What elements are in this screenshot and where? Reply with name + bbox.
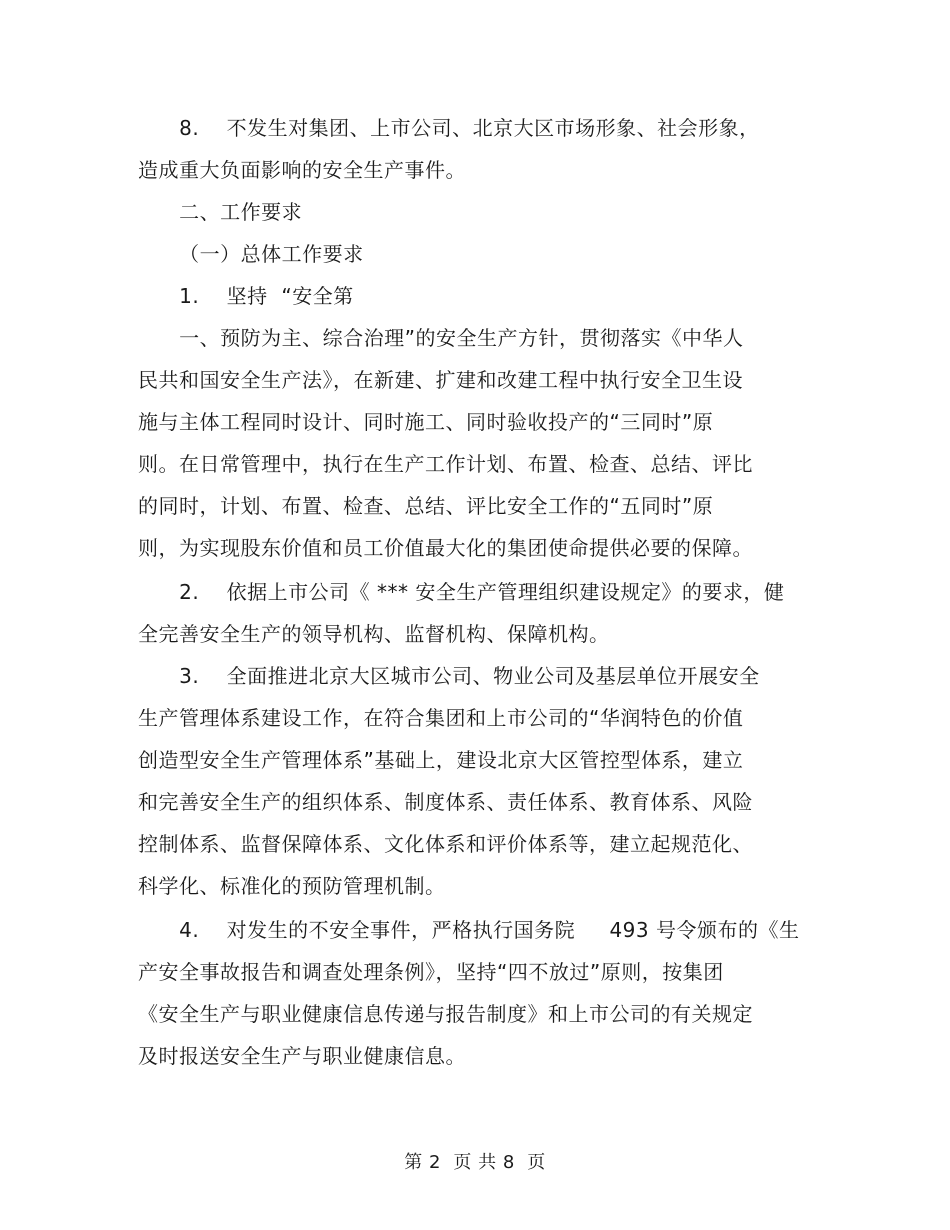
paragraph-line: 生产管理体系建设工作，在符合集团和上市公司的“华润特色的价值	[138, 706, 744, 730]
subsection-heading: （一）总体工作要求	[138, 242, 364, 266]
paragraph-line: 2. 依据上市公司《 *** 安全生产管理组织建设规定》的要求，健	[138, 580, 785, 604]
paragraph-line: 1. 坚持 “安全第	[138, 284, 354, 308]
section-heading: 二、工作要求	[138, 200, 303, 224]
paragraph-line: 《安全生产与职业健康信息传递与报告制度》和上市公司的有关规定	[138, 1002, 753, 1026]
paragraph-line: 创造型安全生产管理体系”基础上，建设北京大区管控型体系，建立	[138, 748, 744, 772]
paragraph-line: 造成重大负面影响的安全生产事件。	[138, 158, 466, 182]
paragraph-line: 8. 不发生对集团、上市公司、北京大区市场形象、社会形象，	[138, 116, 760, 140]
paragraph-line: 控制体系、监督保障体系、文化体系和评价体系等，建立起规范化、	[138, 832, 753, 856]
paragraph-line: 及时报送安全生产与职业健康信息。	[138, 1044, 466, 1068]
paragraph-line: 科学化、标准化的预防管理机制。	[138, 874, 446, 898]
paragraph-line: 民共和国安全生产法》，在新建、扩建和改建工程中执行安全卫生设	[138, 368, 743, 392]
paragraph-line: 全完善安全生产的领导机构、监督机构、保障机构。	[138, 622, 610, 646]
paragraph-line: 的同时，计划、布置、检查、总结、评比安全工作的“五同时”原	[138, 494, 714, 518]
page-footer: 第 2 页 共 8 页	[404, 1152, 546, 1173]
paragraph-line: 则，为实现股东价值和员工价值最大化的集团使命提供必要的保障。	[138, 536, 753, 560]
paragraph-line: 一、预防为主、综合治理”的安全生产方针，贯彻落实《中华人	[138, 326, 744, 350]
paragraph-line: 3. 全面推进北京大区城市公司、物业公司及基层单位开展安全	[138, 664, 760, 688]
paragraph-line: 则。在日常管理中，执行在生产工作计划、布置、检查、总结、评比	[138, 452, 753, 476]
paragraph-line: 产安全事故报告和调查处理条例》，坚持“四不放过”原则，按集团	[138, 960, 724, 984]
paragraph-line: 4. 对发生的不安全事件，严格执行国务院 493 号令颁布的《生	[138, 918, 800, 942]
paragraph-line: 和完善安全生产的组织体系、制度体系、责任体系、教育体系、风险	[138, 790, 753, 814]
paragraph-line: 施与主体工程同时设计、同时施工、同时验收投产的“三同时”原	[138, 410, 714, 434]
